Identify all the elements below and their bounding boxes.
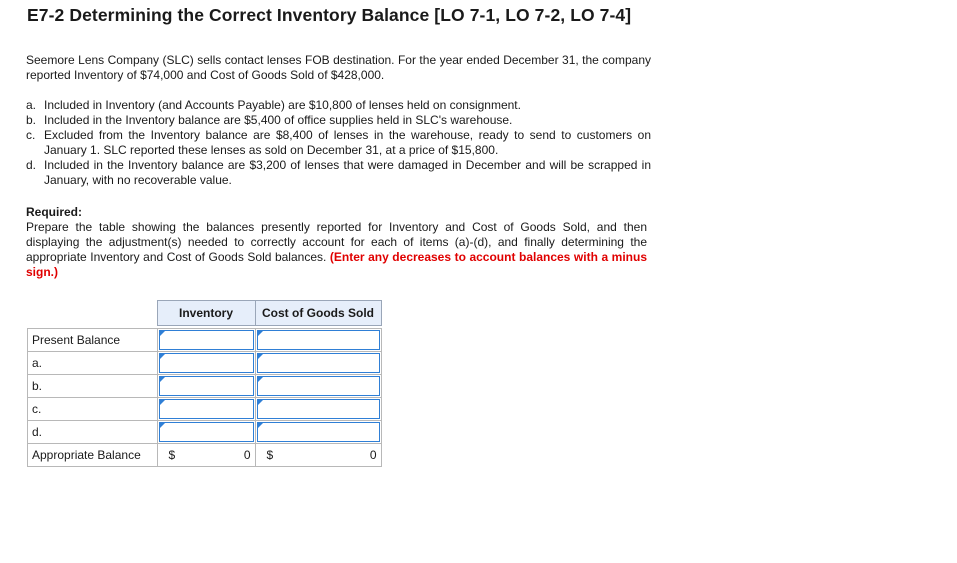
- inventory-present-cell: [157, 329, 255, 352]
- page-title: E7-2 Determining the Correct Inventory Balance [LO 7-1, LO 7-2, LO 7-4]: [27, 5, 632, 25]
- item-letter: a.: [26, 98, 37, 112]
- cogs-c-cell: [255, 398, 381, 421]
- inventory-total-cell: [157, 444, 255, 467]
- table-total-row: [28, 444, 382, 467]
- row-label-appropriate-balance: Appropriate Balance: [28, 444, 158, 467]
- list-item: [26, 128, 651, 158]
- item-letter: d.: [26, 158, 37, 172]
- inventory-d-input[interactable]: [159, 422, 254, 442]
- cogs-present-cell: [255, 329, 381, 352]
- input-marker-icon: [159, 330, 166, 337]
- cogs-present-input[interactable]: [257, 330, 380, 350]
- cogs-b-cell: [255, 375, 381, 398]
- input-marker-icon: [257, 330, 264, 337]
- inventory-d-cell: [157, 421, 255, 444]
- problem-items-list: [26, 98, 651, 188]
- currency-symbol: $: [168, 448, 176, 462]
- column-header-cogs: Cost of Goods Sold: [255, 301, 381, 326]
- input-marker-icon: [159, 376, 166, 383]
- list-item: [26, 98, 651, 113]
- column-header-inventory: Inventory: [157, 301, 255, 326]
- table-header-row: [28, 301, 382, 326]
- inventory-b-input[interactable]: [159, 376, 254, 396]
- input-marker-icon: [159, 353, 166, 360]
- list-item: [26, 158, 651, 188]
- cogs-a-input[interactable]: [257, 353, 380, 373]
- cogs-d-input[interactable]: [257, 422, 380, 442]
- table-row: [28, 352, 382, 375]
- required-note: (Enter any decreases to account balances with a minus sign.): [26, 250, 647, 279]
- input-marker-icon: [257, 353, 264, 360]
- cogs-c-input[interactable]: [257, 399, 380, 419]
- input-marker-icon: [257, 376, 264, 383]
- table-row: [28, 375, 382, 398]
- cogs-d-cell: [255, 421, 381, 444]
- input-marker-icon: [159, 422, 166, 429]
- table-row: [28, 398, 382, 421]
- inventory-table: [27, 300, 382, 467]
- item-letter: b.: [26, 113, 37, 127]
- cogs-a-cell: [255, 352, 381, 375]
- table-row: [28, 329, 382, 352]
- row-label-d: d.: [28, 421, 158, 444]
- row-label-b: b.: [28, 375, 158, 398]
- inventory-c-cell: [157, 398, 255, 421]
- cogs-b-input[interactable]: [257, 376, 380, 396]
- required-heading: Required:: [26, 205, 83, 219]
- inventory-present-input[interactable]: [159, 330, 254, 350]
- currency-symbol: $: [266, 448, 274, 462]
- input-marker-icon: [159, 399, 166, 406]
- cogs-total-value: 0: [369, 448, 377, 462]
- input-marker-icon: [257, 399, 264, 406]
- item-text: Excluded from the Inventory balance are $8,400 of lenses in the warehouse, ready to send to customers on January 1. SLC reported these lenses as sold on December 31, at a price of $15,800.: [44, 128, 651, 157]
- inventory-total-value: 0: [243, 448, 251, 462]
- row-label-present-balance: Present Balance: [28, 329, 158, 352]
- table-row: [28, 421, 382, 444]
- list-item: [26, 113, 651, 128]
- input-marker-icon: [257, 422, 264, 429]
- header-blank-cell: [28, 301, 158, 326]
- cogs-total-cell: [255, 444, 381, 467]
- item-text: Included in Inventory (and Accounts Payable) are $10,800 of lenses held on consignment.: [44, 98, 521, 112]
- required-body: Prepare the table showing the balances presently reported for Inventory and Cost of Goods Sold, and then displaying the adjustment(s) needed to correctly account for each of items (a)-(d), and finally determining the appropriate Inventory and Cost of Goods Sold balances.: [26, 220, 647, 264]
- item-text: Included in the Inventory balance are $3,200 of lenses that were damaged in December and will be scrapped in January, with no recoverable value.: [44, 158, 651, 187]
- inventory-c-input[interactable]: [159, 399, 254, 419]
- inventory-a-input[interactable]: [159, 353, 254, 373]
- problem-intro: Seemore Lens Company (SLC) sells contact lenses FOB destination. For the year ended December 31, the company reported Inventory of $74,000 and Cost of Goods Sold of $428,000.: [26, 53, 651, 82]
- inventory-a-cell: [157, 352, 255, 375]
- required-text: [26, 220, 647, 280]
- row-label-c: c.: [28, 398, 158, 421]
- row-label-a: a.: [28, 352, 158, 375]
- inventory-b-cell: [157, 375, 255, 398]
- item-letter: c.: [26, 128, 36, 142]
- item-text: Included in the Inventory balance are $5,400 of office supplies held in SLC's warehouse.: [44, 113, 513, 127]
